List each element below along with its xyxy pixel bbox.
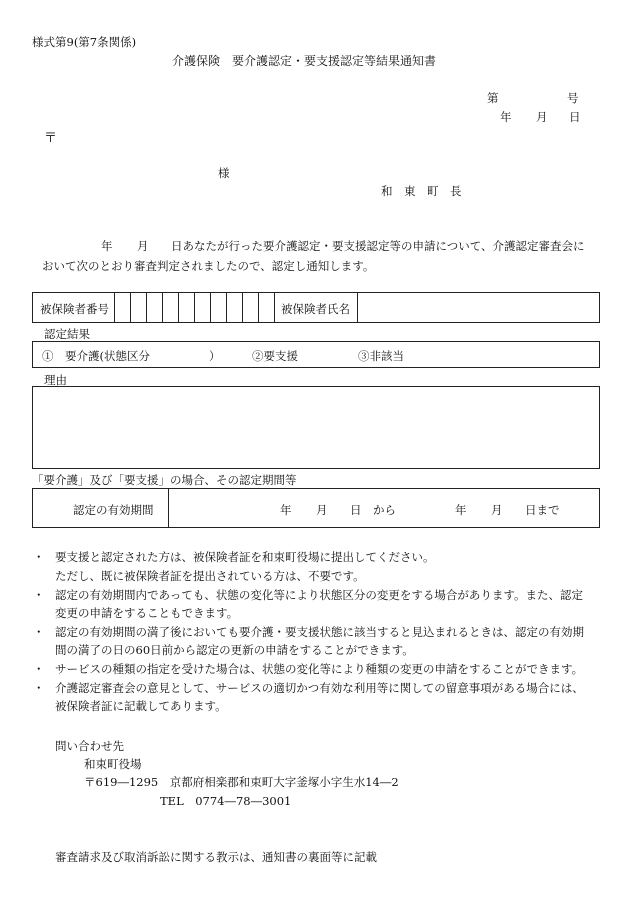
number-digit-cell[interactable]	[226, 293, 227, 322]
intro-month: 月	[137, 239, 149, 253]
bullet-icon: ・	[33, 662, 45, 676]
appeal-note: 審査請求及び取消訴訟に関する教示は、通知書の裏面等に記載	[55, 850, 377, 864]
intro-year: 年	[101, 239, 113, 253]
contact-tel: TEL 0774―78―3001	[160, 794, 292, 808]
period-to-month: 月	[491, 503, 503, 517]
period-heading: 「要介護」及び「要支援」の場合、その認定期間等	[32, 473, 297, 487]
number-digit-cell[interactable]	[242, 293, 243, 322]
period-box	[32, 488, 600, 528]
bullet-icon: ・	[33, 625, 45, 639]
number-digit-cell[interactable]	[210, 293, 211, 322]
insured-name-label: 被保険者氏名	[281, 302, 350, 316]
result-option-support[interactable]: ②要支援	[252, 349, 298, 363]
note-line: 要支援と認定された方は、被保険者証を和束町役場に提出してください。	[55, 550, 435, 564]
note-line: 認定の有効期間内であっても、状態の変化等により状態区分の変更をする場合があります。また、認定	[55, 588, 583, 602]
note-line: 変更の申請をすることもできます。	[55, 606, 239, 620]
number-digit-cell[interactable]	[162, 293, 163, 322]
doc-number-suffix: 号	[567, 91, 579, 105]
note-line: サービスの種類の指定を受けた場合は、状態の変化等により種類の変更の申請をすることができます。	[55, 662, 584, 676]
period-from-month: 月	[316, 503, 328, 517]
number-digit-cell[interactable]	[130, 293, 131, 322]
period-from-day: 日	[350, 503, 362, 517]
reason-heading: 理由	[44, 373, 67, 387]
postal-mark: 〒	[44, 131, 58, 146]
bullet-icon: ・	[33, 550, 45, 564]
insured-box	[32, 292, 600, 323]
number-digit-cell[interactable]	[178, 293, 179, 322]
number-digit-cell[interactable]	[114, 293, 115, 322]
number-digit-cell[interactable]	[146, 293, 147, 322]
intro-line1: 日あなたが行った要介護認定・要支援認定等の申請について、介護認定審査会に	[171, 239, 585, 253]
doc-number-prefix: 第	[487, 91, 499, 105]
result-heading: 認定結果	[44, 327, 90, 341]
contact-office: 和束町役場	[84, 757, 142, 771]
result-option-care[interactable]: ① 要介護(状態区分	[42, 349, 150, 363]
date-day: 日	[569, 110, 581, 124]
result-box	[32, 341, 600, 368]
form-id: 様式第9(第7条関係)	[32, 35, 137, 49]
note-line: 間の満了の日の60日前から認定の更新の申請をすることができます。	[55, 643, 414, 657]
addressee-suffix: 様	[218, 166, 230, 180]
document-title: 介護保険 要介護認定・要支援認定等結果通知書	[172, 54, 437, 68]
insured-number-label: 被保険者番号	[40, 302, 109, 316]
note-line: 被保険者証に記載してあります。	[55, 699, 227, 713]
period-label: 認定の有効期間	[73, 503, 154, 517]
issuer: 和 東 町 長	[381, 184, 462, 198]
reason-box[interactable]	[32, 386, 600, 469]
intro-line2: おいて次のとおり審査判定されましたので、認定し通知します。	[42, 259, 375, 273]
period-divider	[168, 489, 169, 527]
contact-heading: 問い合わせ先	[55, 739, 124, 753]
name-value-cell[interactable]	[357, 293, 358, 322]
bullet-icon: ・	[33, 681, 45, 695]
period-to-day: 日まで	[525, 503, 560, 517]
note-line: 介護認定審査会の意見として、サービスの適切かつ有効な利用等に関しての留意事項がある場合には、	[55, 681, 584, 695]
note-line: ただし、既に被保険者証を提出されている方は、不要です。	[55, 569, 365, 583]
date-month: 月	[536, 110, 548, 124]
bullet-icon: ・	[33, 588, 45, 602]
period-from-year: 年	[280, 503, 292, 517]
name-label-divider	[274, 293, 275, 322]
date-year: 年	[500, 110, 512, 124]
result-option-not-applicable[interactable]: ③非該当	[358, 349, 404, 363]
number-digit-cell[interactable]	[194, 293, 195, 322]
number-digit-cell[interactable]	[258, 293, 259, 322]
note-line: 認定の有効期間の満了後においても要介護・要支援状態に該当すると見込まれるときは、認定の有効期	[55, 625, 584, 639]
result-option-care-close: ）	[209, 349, 221, 363]
period-to-year: 年	[455, 503, 467, 517]
period-from-word: から	[373, 503, 396, 517]
contact-address: 〒619―1295 京都府相楽郡和束町大字釜塚小字生水14―2	[84, 775, 399, 789]
